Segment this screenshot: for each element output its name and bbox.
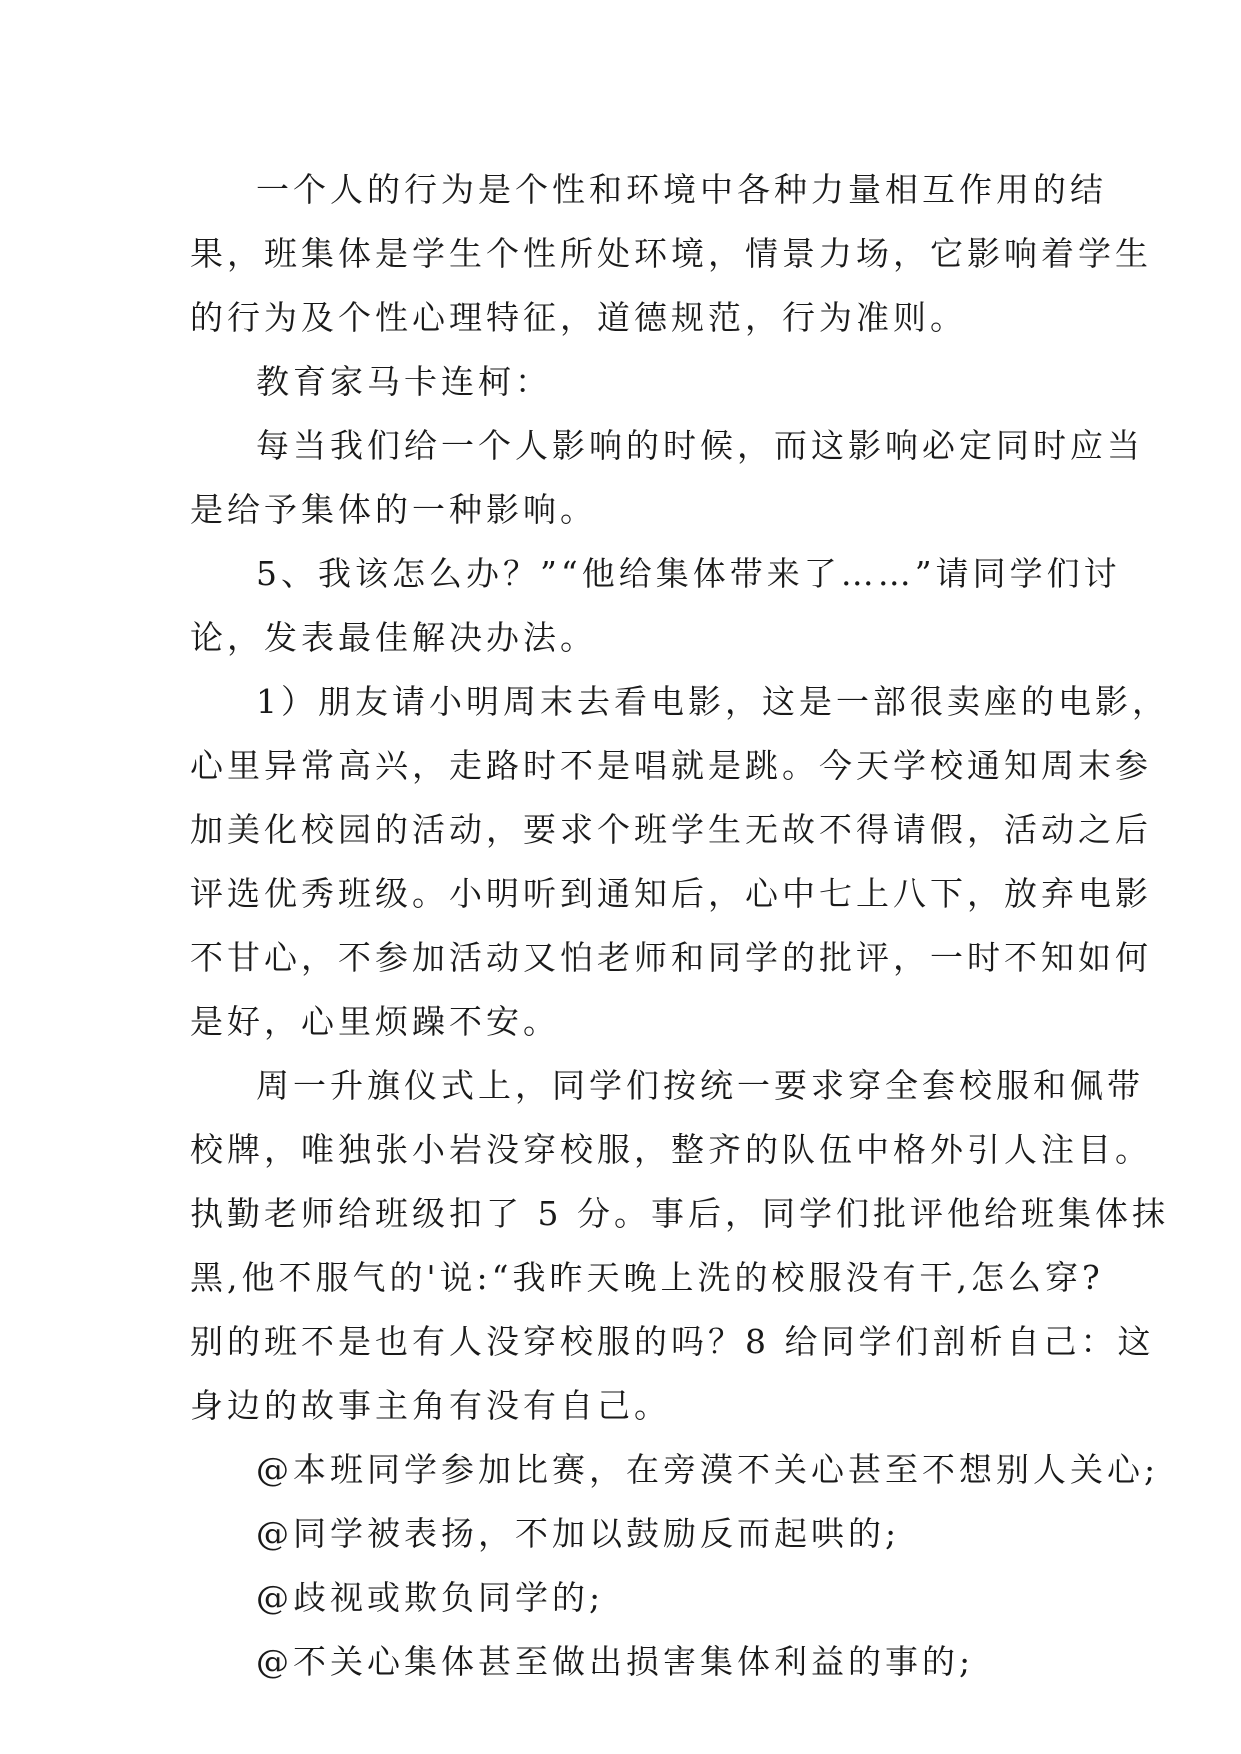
paragraph-4 xyxy=(190,542,1121,670)
text-line: @歧视或欺负同学的; xyxy=(256,1578,605,1617)
text-line: 黑,他不服气的'说:“我昨天晚上洗的校服没有干,怎么穿? xyxy=(190,1258,1104,1297)
text-line: @本班同学参加比赛，在旁漠不关心甚至不想别人关心; xyxy=(256,1450,1160,1489)
paragraph-10 xyxy=(190,1630,1058,1694)
text-line: 论，发表最佳解决办法。 xyxy=(190,618,597,657)
paragraph-2 xyxy=(190,350,1058,414)
text-line: 果，班集体是学生个性所处环境，情景力场，它影响着学生 xyxy=(190,234,1152,273)
text-line: @同学被表扬，不加以鼓励反而起哄的; xyxy=(256,1514,901,1553)
text-line: 5、我该怎么办？”“他给集体带来了……”请同学们讨 xyxy=(256,554,1121,593)
text-line: 每当我们给一个人影响的时候，而这影响必定同时应当 xyxy=(256,426,1144,465)
text-line: 的行为及个性心理特征，道德规范，行为准则。 xyxy=(190,298,967,337)
text-line: 是给予集体的一种影响。 xyxy=(190,490,597,529)
text-line: 不甘心，不参加活动又怕老师和同学的批评，一时不知如何 xyxy=(190,938,1152,977)
text-line: 执勤老师给班级扣了 5 分。事后，同学们批评他给班集体抹 xyxy=(190,1194,1169,1233)
text-line: @不关心集体甚至做出损害集体利益的事的; xyxy=(256,1642,975,1681)
paragraph-9 xyxy=(190,1566,1058,1630)
paragraph-7 xyxy=(190,1438,1160,1502)
paragraph-8 xyxy=(190,1502,1058,1566)
text-line: 心里异常高兴，走路时不是唱就是跳。今天学校通知周末参 xyxy=(190,746,1152,785)
text-line: 周一升旗仪式上，同学们按统一要求穿全套校服和佩带 xyxy=(256,1066,1144,1105)
text-line: 别的班不是也有人没穿校服的吗？8 给同学们剖析自己：这 xyxy=(190,1322,1155,1361)
text-line: 加美化校园的活动，要求个班学生无故不得请假，活动之后 xyxy=(190,810,1152,849)
paragraph-1 xyxy=(190,158,1152,350)
text-line: 是好，心里烦躁不安。 xyxy=(190,1002,560,1041)
paragraph-3 xyxy=(190,414,1144,542)
text-line: 1）朋友请小明周末去看电影，这是一部很卖座的电影， xyxy=(256,682,1169,721)
text-line: 一个人的行为是个性和环境中各种力量相互作用的结 xyxy=(256,170,1107,209)
text-line: 校牌，唯独张小岩没穿校服，整齐的队伍中格外引人注目。 xyxy=(190,1130,1152,1169)
text-line: 评选优秀班级。小明听到通知后，心中七上八下，放弃电影 xyxy=(190,874,1152,913)
document-body xyxy=(190,158,1169,1694)
text-line: 教育家马卡连柯： xyxy=(256,362,552,401)
paragraph-5 xyxy=(190,670,1169,1054)
paragraph-6 xyxy=(190,1054,1169,1438)
text-line: 身边的故事主角有没有自己。 xyxy=(190,1386,671,1425)
